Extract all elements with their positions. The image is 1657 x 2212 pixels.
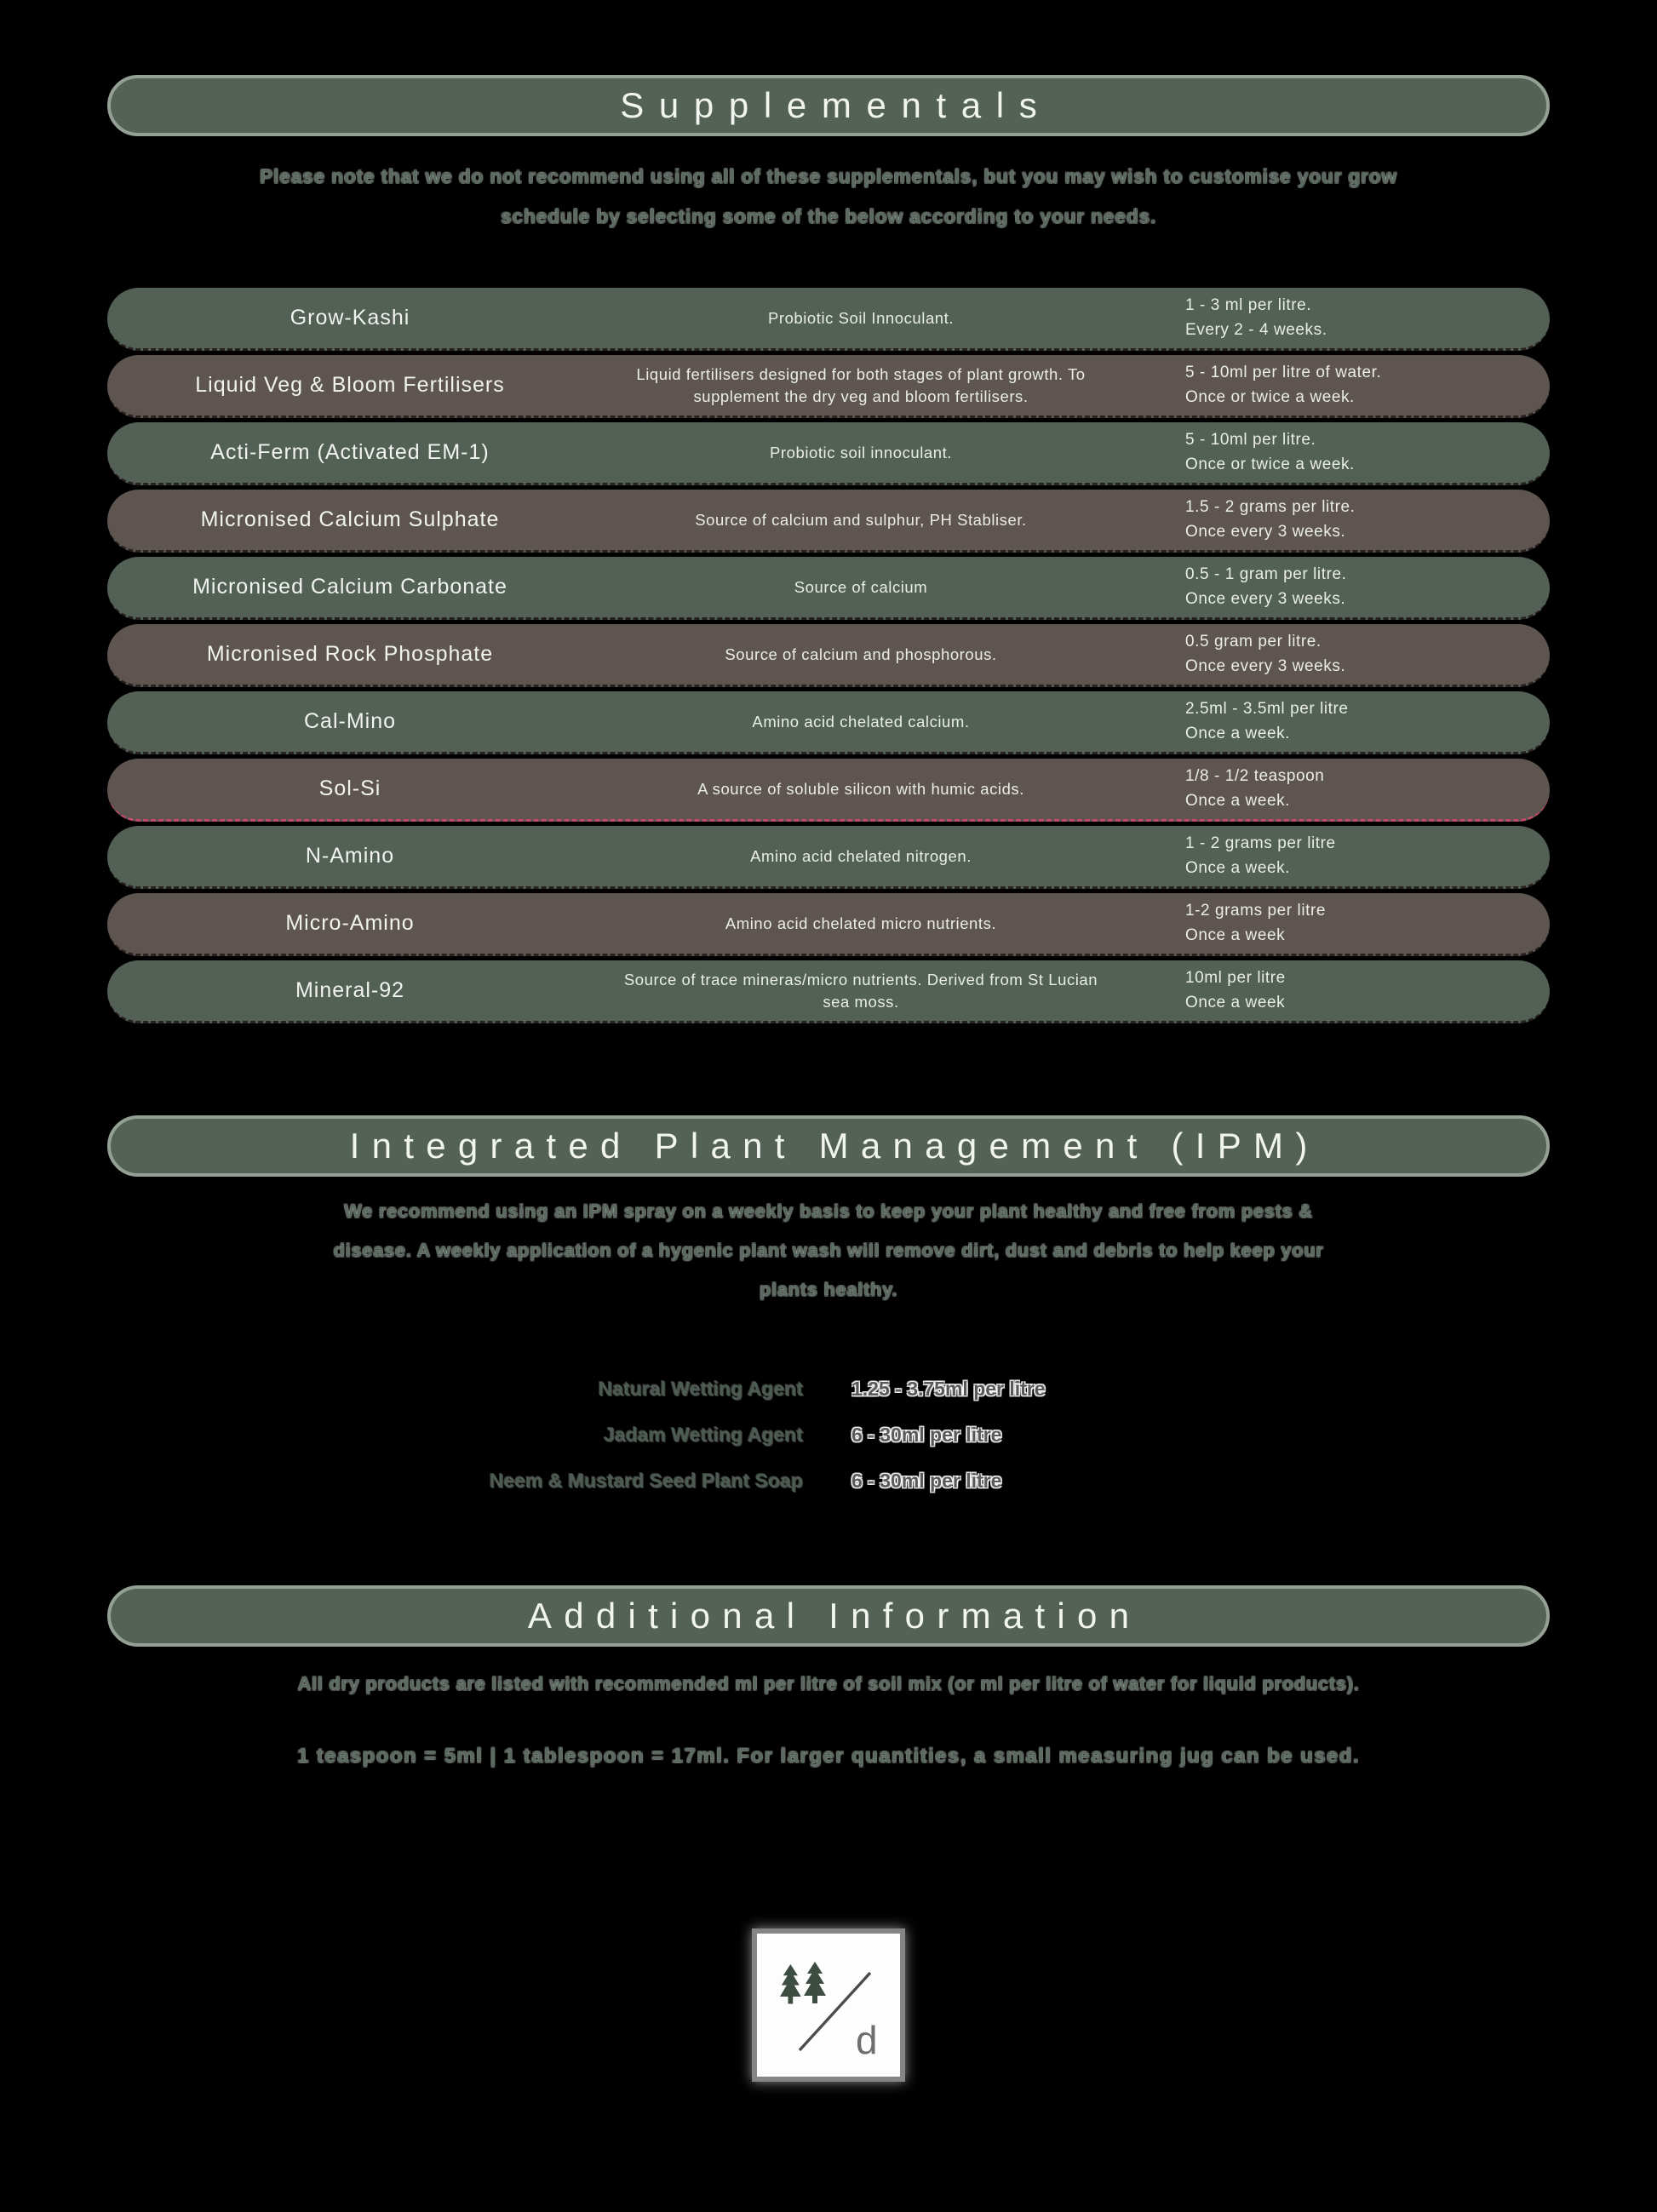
supplement-frequency: Once a week. bbox=[1185, 724, 1291, 742]
supplement-frequency: Once a week. bbox=[1185, 858, 1291, 877]
ipm-product-label: Neem & Mustard Seed Plant Soap bbox=[489, 1470, 803, 1492]
supplement-dosage bbox=[1129, 966, 1550, 1015]
ipm-body: We recommend using an IPM spray on a weekly basis to keep your plant healthy and free from pests & disease. A weekly application of a hygenic plant wash will remove dirt, dust and debris to help keep your plants healthy. bbox=[333, 1201, 1324, 1300]
supplement-description: Probiotic soil innoculant. bbox=[770, 443, 952, 461]
supplement-description: A source of soluble silicon with humic acids. bbox=[697, 779, 1024, 798]
supplement-dose: 10ml per litre bbox=[1185, 969, 1286, 987]
ipm-product-row bbox=[107, 1468, 1550, 1493]
supplement-name: N-Amino bbox=[305, 844, 395, 868]
ipm-product-value: 6 - 30ml per litre bbox=[851, 1424, 1002, 1446]
supplementals-title-pill bbox=[107, 75, 1550, 136]
supplement-dose: 1/8 - 1/2 teaspoon bbox=[1185, 767, 1325, 785]
supplement-description: Amino acid chelated nitrogen. bbox=[750, 846, 972, 865]
supplement-dose: 1 - 2 grams per litre bbox=[1185, 834, 1336, 852]
supplement-dosage bbox=[1129, 697, 1550, 746]
supplement-frequency: Once or twice a week. bbox=[1185, 455, 1355, 473]
supplement-description: Source of calcium and sulphur, PH Stabliser. bbox=[695, 510, 1027, 529]
pine-trees-icon bbox=[780, 1962, 826, 2004]
supplement-dose: 1 - 3 ml per litre. bbox=[1185, 296, 1312, 314]
ipm-product-value: 1.25 - 3.75ml per litre bbox=[851, 1378, 1046, 1400]
brand-logo-graphic bbox=[757, 1934, 900, 2077]
supplement-name: Acti-Ferm (Activated EM-1) bbox=[210, 440, 490, 464]
supplement-dosage bbox=[1129, 832, 1550, 880]
supplement-name: Grow-Kashi bbox=[290, 306, 410, 330]
supplement-row bbox=[107, 759, 1550, 822]
supplement-dosage bbox=[1129, 361, 1550, 410]
supplements-table bbox=[107, 288, 1550, 1023]
supplement-row bbox=[107, 826, 1550, 889]
supplement-name: Micronised Calcium Sulphate bbox=[200, 507, 500, 531]
additional-title-pill bbox=[107, 1585, 1550, 1647]
ipm-product-row bbox=[107, 1422, 1550, 1447]
supplement-row bbox=[107, 557, 1550, 620]
supplement-dosage bbox=[1129, 496, 1550, 544]
supplement-frequency: Once every 3 weeks. bbox=[1185, 589, 1346, 608]
supplement-name: Micronised Calcium Carbonate bbox=[192, 575, 507, 599]
supplement-name: Sol-Si bbox=[318, 776, 381, 800]
supplement-name: Micronised Rock Phosphate bbox=[206, 642, 494, 666]
supplement-dose: 1.5 - 2 grams per litre. bbox=[1185, 498, 1356, 516]
supplement-description: Source of calcium bbox=[794, 577, 928, 596]
supplement-dose: 2.5ml - 3.5ml per litre bbox=[1185, 700, 1349, 718]
supplement-frequency: Once a week bbox=[1185, 925, 1286, 944]
supplement-description: Source of trace mineras/micro nutrients. Derived from St Lucian sea moss. bbox=[623, 970, 1098, 1011]
supplement-dosage bbox=[1129, 765, 1550, 813]
supplement-row bbox=[107, 960, 1550, 1023]
supplement-frequency: Once or twice a week. bbox=[1185, 387, 1355, 406]
supplement-name: Mineral-92 bbox=[295, 978, 405, 1002]
ipm-product-value: 6 - 30ml per litre bbox=[851, 1470, 1002, 1492]
supplementals-intro: Please note that we do not recommend using all of these supplementals, but you may wish to customise your grow schedule by selecting some of the below according to your needs. bbox=[259, 165, 1397, 227]
supplement-dose: 0.5 gram per litre. bbox=[1185, 633, 1322, 650]
conversion-note: 1 teaspoon = 5ml | 1 tablespoon = 17ml. For larger quantities, a small measuring jug can be used. bbox=[296, 1745, 1361, 1768]
supplement-dosage bbox=[1129, 294, 1550, 342]
supplement-row bbox=[107, 288, 1550, 351]
additional-body: All dry products are listed with recommended ml per litre of soil mix (or ml per litre of water for liquid products). bbox=[297, 1673, 1360, 1694]
supplement-dosage bbox=[1129, 563, 1550, 611]
supplement-frequency: Every 2 - 4 weeks. bbox=[1185, 320, 1327, 339]
supplement-dosage bbox=[1129, 428, 1550, 477]
supplement-frequency: Once a week bbox=[1185, 993, 1286, 1011]
ipm-product-label: Natural Wetting Agent bbox=[598, 1378, 803, 1400]
supplement-description: Liquid fertilisers designed for both stages of plant growth. To supplement the dry veg and bloom fertilisers. bbox=[636, 364, 1086, 405]
supplement-frequency: Once a week. bbox=[1185, 791, 1291, 810]
ipm-title-pill bbox=[107, 1115, 1550, 1177]
ipm-product-list bbox=[107, 1376, 1550, 1493]
ipm-title: Integrated Plant Management (IPM) bbox=[349, 1126, 1320, 1166]
supplement-name: Micro-Amino bbox=[285, 911, 415, 935]
supplement-row bbox=[107, 893, 1550, 956]
supplement-description: Source of calcium and phosphorous. bbox=[725, 645, 997, 663]
supplementals-title: Supplementals bbox=[620, 85, 1052, 125]
supplement-dosage bbox=[1129, 899, 1550, 948]
ipm-product-row bbox=[107, 1376, 1550, 1401]
additional-title: Additional Information bbox=[527, 1596, 1142, 1636]
supplement-name: Liquid Veg & Bloom Fertilisers bbox=[195, 373, 505, 397]
ipm-product-label: Jadam Wetting Agent bbox=[604, 1424, 803, 1446]
supplement-dosage bbox=[1129, 630, 1550, 679]
supplement-row bbox=[107, 422, 1550, 485]
supplement-description: Amino acid chelated micro nutrients. bbox=[725, 914, 997, 932]
logo-letter: d bbox=[856, 2018, 878, 2062]
supplement-row bbox=[107, 355, 1550, 418]
supplement-dose: 1-2 grams per litre bbox=[1185, 902, 1326, 920]
brand-logo bbox=[752, 1928, 905, 2082]
supplement-name: Cal-Mino bbox=[303, 709, 397, 733]
supplement-dose: 5 - 10ml per litre of water. bbox=[1185, 364, 1382, 381]
supplement-row bbox=[107, 490, 1550, 553]
supplement-dose: 0.5 - 1 gram per litre. bbox=[1185, 565, 1347, 583]
supplement-row bbox=[107, 624, 1550, 687]
supplement-description: Probiotic Soil Innoculant. bbox=[767, 308, 955, 327]
supplement-frequency: Once every 3 weeks. bbox=[1185, 522, 1346, 541]
supplement-dose: 5 - 10ml per litre. bbox=[1185, 431, 1316, 449]
supplement-frequency: Once every 3 weeks. bbox=[1185, 656, 1346, 675]
supplement-description: Amino acid chelated calcium. bbox=[752, 712, 970, 731]
supplement-row bbox=[107, 691, 1550, 754]
